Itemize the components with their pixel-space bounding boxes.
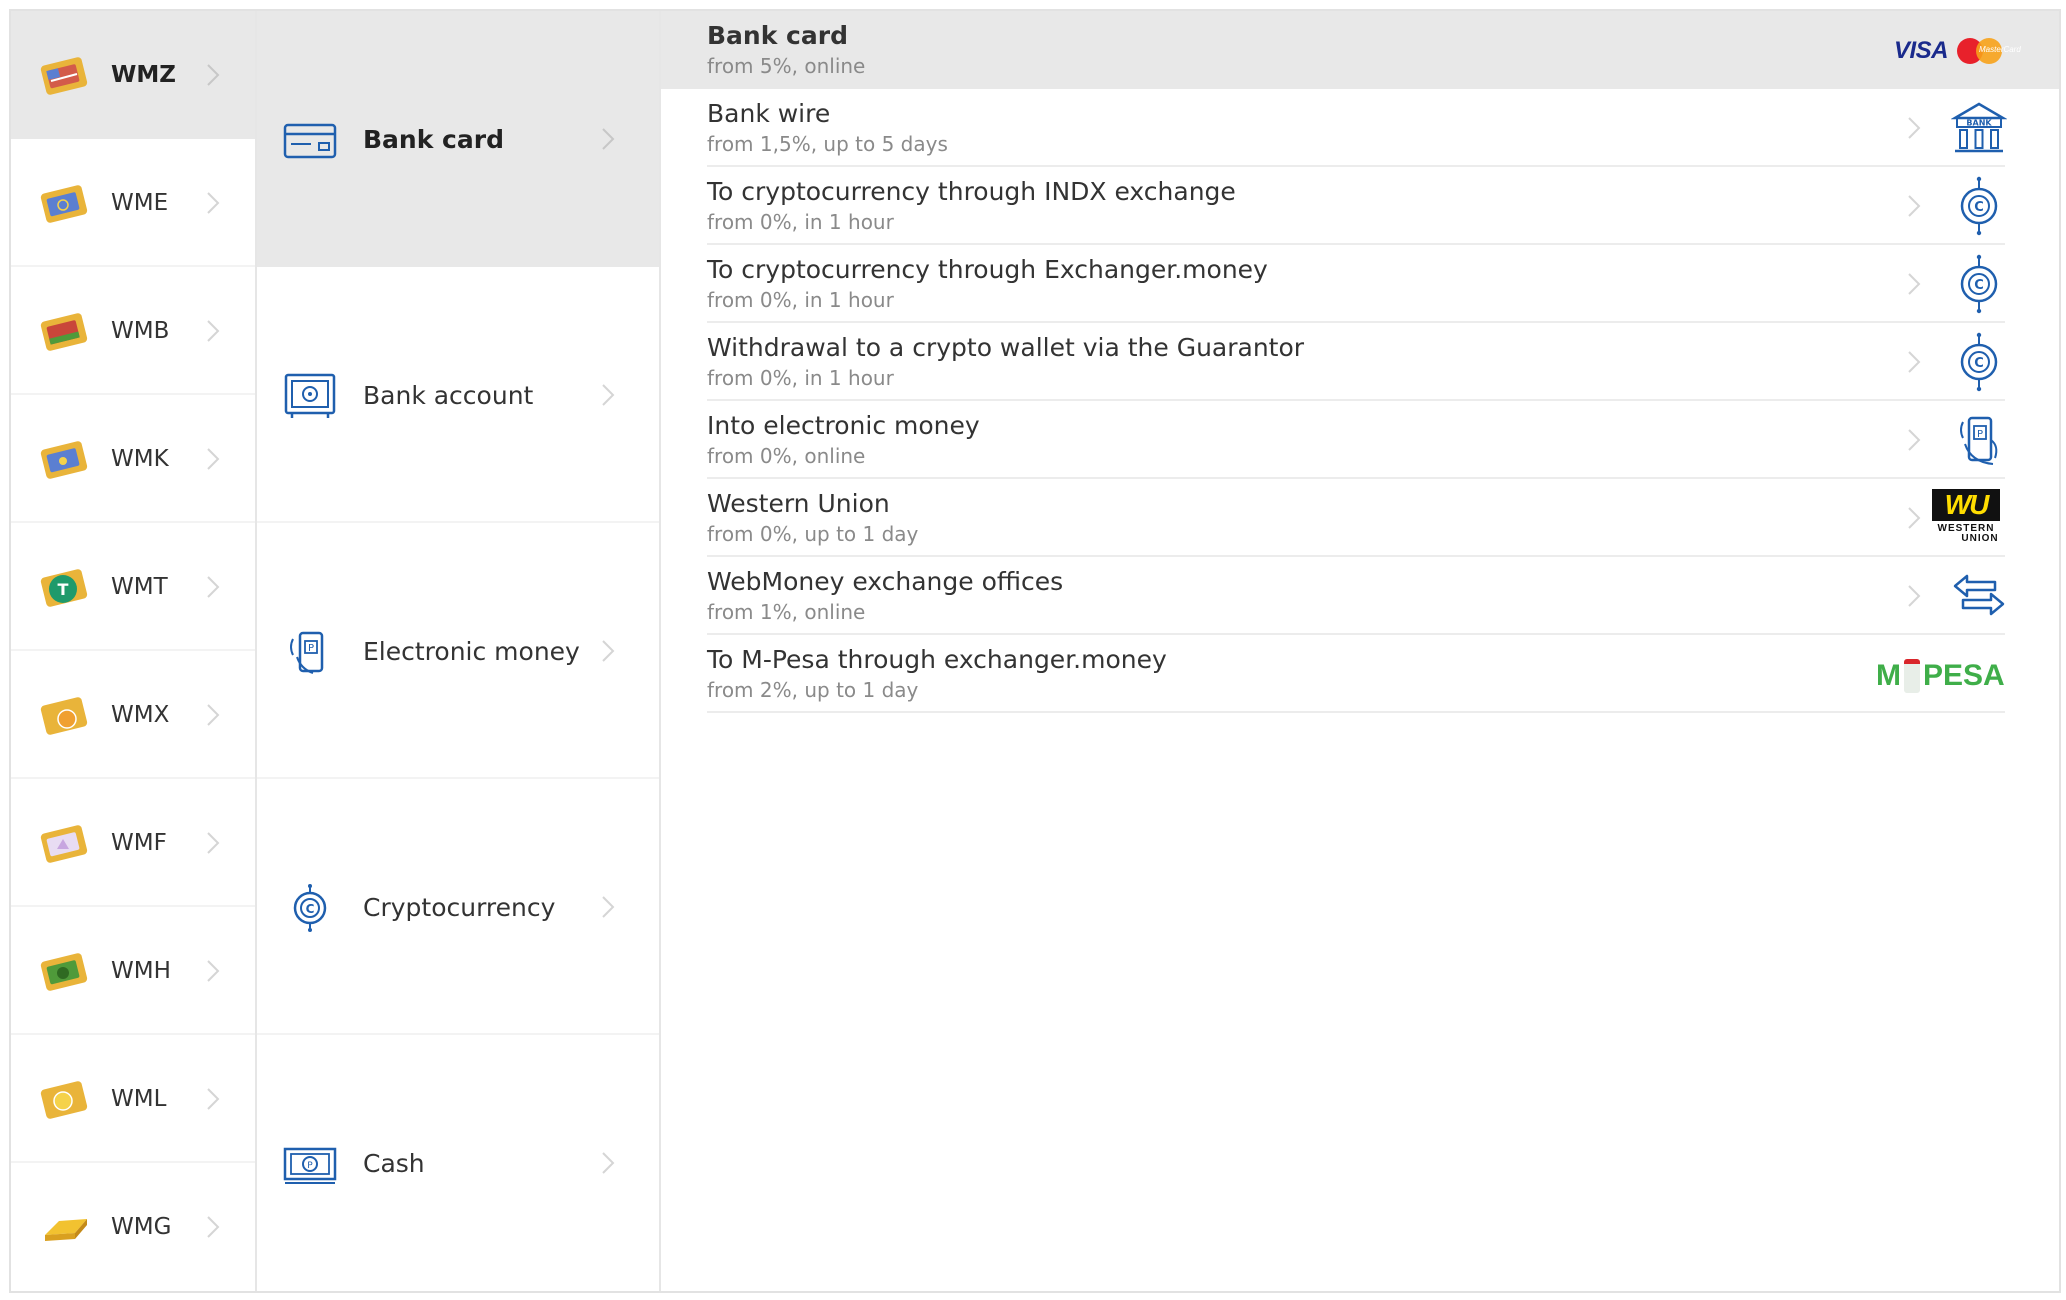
wallet-item-wmz[interactable] <box>11 11 255 139</box>
method-item-bank-account[interactable] <box>257 267 659 523</box>
bank-icon-text: BANK <box>1966 118 1992 128</box>
option-crypto-exchanger-money[interactable] <box>661 245 2059 323</box>
wmx-wallet-icon <box>39 693 93 737</box>
crypto-coin-icon <box>1951 176 2007 236</box>
wallet-item-wmx[interactable] <box>11 651 255 779</box>
method-label: Cash <box>363 1149 425 1178</box>
wallet-label: WMX <box>111 702 170 728</box>
divider <box>707 711 2005 713</box>
mpesa-right: PESA <box>1923 659 2005 692</box>
cash-icon <box>283 1139 337 1189</box>
bank-card-icon <box>283 115 337 165</box>
option-title: Withdrawal to a crypto wallet via the Guarantor <box>707 333 1305 362</box>
wallet-label: WMT <box>111 574 168 600</box>
exchange-arrows-icon <box>1951 566 2007 626</box>
option-crypto-guarantor[interactable] <box>661 323 2059 401</box>
chevron-right-icon <box>601 895 615 919</box>
wallet-label: WMK <box>111 446 169 472</box>
chevron-right-icon <box>601 639 615 663</box>
svg-text:C: C <box>1974 356 1984 371</box>
wme-wallet-icon <box>39 181 93 225</box>
phone-payment-icon <box>283 627 337 677</box>
wu-line2: UNION <box>1961 533 1999 544</box>
wallet-label: WMZ <box>111 62 176 88</box>
method-item-cash[interactable] <box>257 1035 659 1291</box>
option-subtitle: from 5%, online <box>707 54 866 78</box>
chevron-right-icon <box>601 127 615 151</box>
chevron-right-icon <box>1907 584 1921 608</box>
svg-text:C: C <box>1974 200 1984 215</box>
wallet-item-wmb[interactable] <box>11 267 255 395</box>
wallet-label: WME <box>111 190 169 216</box>
phone-payment-icon <box>1951 410 2007 470</box>
wmf-wallet-icon <box>39 821 93 865</box>
crypto-coin-icon <box>283 883 337 933</box>
mpesa-logo <box>1876 651 2008 701</box>
chevron-right-icon <box>1907 194 1921 218</box>
wallet-item-wmf[interactable] <box>11 779 255 907</box>
option-subtitle: from 0%, up to 1 day <box>707 522 919 546</box>
wmk-wallet-icon <box>39 437 93 481</box>
withdrawal-option-list <box>661 11 2059 1291</box>
gold-bar-icon <box>39 1205 93 1249</box>
option-subtitle: from 0%, in 1 hour <box>707 210 894 234</box>
wallet-item-wmh[interactable] <box>11 907 255 1035</box>
option-western-union[interactable] <box>661 479 2059 557</box>
option-title: To cryptocurrency through INDX exchange <box>707 177 1236 206</box>
wallet-label: WMB <box>111 318 170 344</box>
wallet-label: WMH <box>111 958 171 984</box>
chevron-right-icon <box>601 383 615 407</box>
chevron-right-icon <box>206 575 220 599</box>
wml-wallet-icon <box>39 1077 93 1121</box>
svg-text:C: C <box>305 902 315 916</box>
svg-text:P: P <box>307 643 315 654</box>
method-label: Cryptocurrency <box>363 893 556 922</box>
wu-badge <box>1932 489 2000 521</box>
svg-text:T: T <box>57 580 69 599</box>
method-item-cryptocurrency[interactable] <box>257 779 659 1035</box>
svg-text:P: P <box>1976 429 1984 440</box>
option-header-bank-card[interactable] <box>661 11 2059 89</box>
wallet-label: WML <box>111 1086 167 1112</box>
mpesa-left: M <box>1876 659 1901 692</box>
option-title: Bank wire <box>707 99 831 128</box>
option-bank-wire[interactable] <box>661 89 2059 167</box>
option-subtitle: from 0%, online <box>707 444 866 468</box>
option-subtitle: from 1%, online <box>707 600 866 624</box>
method-item-bank-card[interactable] <box>257 11 659 267</box>
chevron-right-icon <box>1907 272 1921 296</box>
option-subtitle: from 1,5%, up to 5 days <box>707 132 948 156</box>
wallet-item-wmk[interactable] <box>11 395 255 523</box>
chevron-right-icon <box>206 703 220 727</box>
option-title: Western Union <box>707 489 890 518</box>
wmt-wallet-icon <box>39 565 93 609</box>
chevron-right-icon <box>206 1087 220 1111</box>
mastercard-label: MasterCard <box>1979 45 2021 54</box>
chevron-right-icon <box>206 63 220 87</box>
chevron-right-icon <box>206 959 220 983</box>
chevron-right-icon <box>1907 506 1921 530</box>
western-union-logo <box>1930 489 2002 545</box>
svg-text:P: P <box>307 1161 313 1171</box>
method-label: Bank account <box>363 381 534 410</box>
chevron-right-icon <box>206 447 220 471</box>
chevron-right-icon <box>1907 116 1921 140</box>
wmb-wallet-icon <box>39 309 93 353</box>
option-crypto-indx[interactable] <box>661 167 2059 245</box>
wallet-label: WMF <box>111 830 167 856</box>
withdrawal-panel <box>9 9 2061 1293</box>
wallet-item-wml[interactable] <box>11 1035 255 1163</box>
option-subtitle: from 0%, in 1 hour <box>707 366 894 390</box>
option-subtitle: from 2%, up to 1 day <box>707 678 919 702</box>
method-label: Electronic money <box>363 637 580 666</box>
chevron-right-icon <box>206 191 220 215</box>
visa-logo: VISA <box>1894 37 1949 64</box>
visa-mastercard-logo <box>1894 35 2021 67</box>
option-webmoney-exchange-offices[interactable] <box>661 557 2059 635</box>
svg-text:C: C <box>1974 278 1984 293</box>
option-electronic-money[interactable] <box>661 401 2059 479</box>
wallet-label: WMG <box>111 1214 172 1240</box>
chevron-right-icon <box>1907 428 1921 452</box>
chevron-right-icon <box>1907 350 1921 374</box>
chevron-right-icon <box>601 1151 615 1175</box>
wmh-wallet-icon <box>39 949 93 993</box>
wu-line1: WESTERN <box>1937 523 1995 534</box>
safe-icon <box>283 371 337 421</box>
wu-badge-text: WU <box>1944 489 1988 520</box>
crypto-coin-icon <box>1951 332 2007 392</box>
option-title: To M-Pesa through exchanger.money <box>707 645 1167 674</box>
option-title: To cryptocurrency through Exchanger.money <box>707 255 1268 284</box>
option-title: WebMoney exchange offices <box>707 567 1064 596</box>
crypto-coin-icon <box>1951 254 2007 314</box>
option-subtitle: from 0%, in 1 hour <box>707 288 894 312</box>
chevron-right-icon <box>206 831 220 855</box>
withdrawal-method-list <box>257 11 661 1291</box>
option-title: Into electronic money <box>707 411 980 440</box>
mpesa-phone-icon <box>1904 659 1920 693</box>
chevron-right-icon <box>206 1215 220 1239</box>
bank-building-icon <box>1951 98 2007 158</box>
wmz-wallet-icon <box>39 53 93 97</box>
option-mpesa[interactable] <box>661 635 2059 713</box>
wallet-item-wmt[interactable] <box>11 523 255 651</box>
method-label: Bank card <box>363 125 504 154</box>
method-item-electronic-money[interactable] <box>257 523 659 779</box>
wallet-list <box>11 11 257 1291</box>
wallet-item-wme[interactable] <box>11 139 255 267</box>
chevron-right-icon <box>206 319 220 343</box>
wallet-item-wmg[interactable] <box>11 1163 255 1291</box>
option-title: Bank card <box>707 21 848 50</box>
